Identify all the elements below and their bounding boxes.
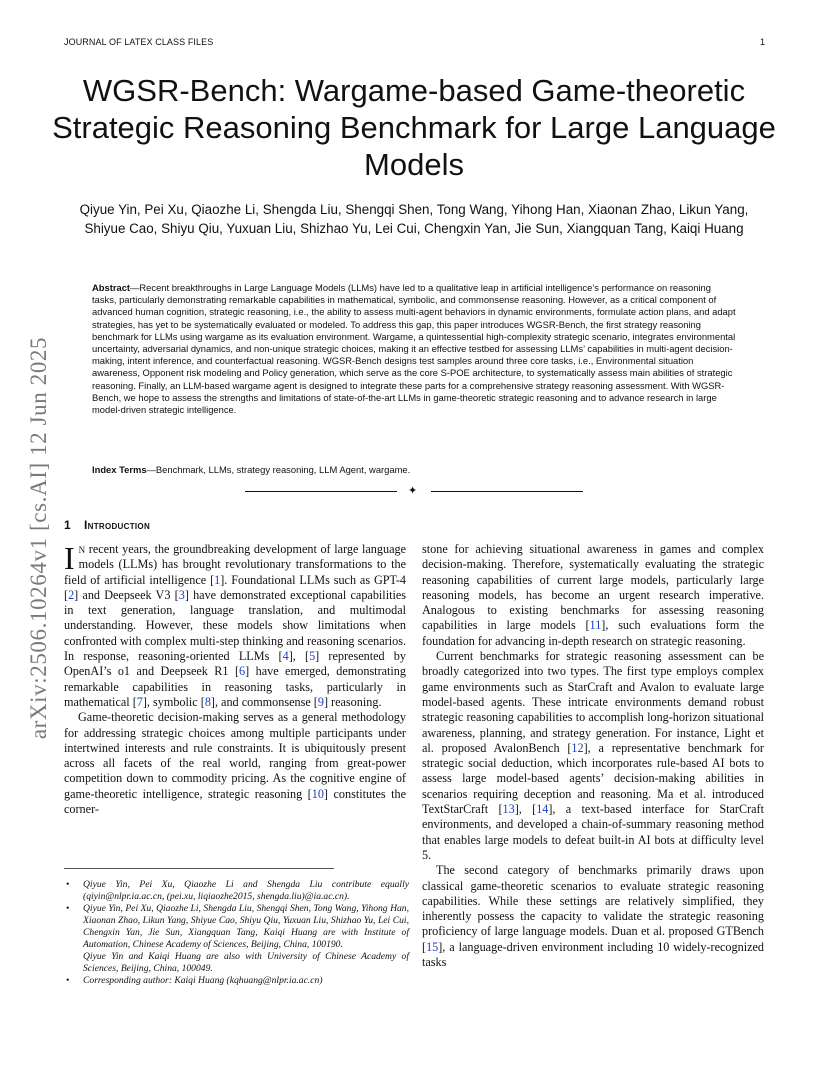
footnote-item: • Qiyue Yin, Pei Xu, Qiaozhe Li and Shengda Liu contribute equally (qiyin@nlpr.ia.ac.cn, (pei.xu, liqiaozhe2015, shengda.liu)@ia.ac.cn). <box>64 879 409 903</box>
index-terms <box>92 464 737 476</box>
citation-link[interactable]: 13 <box>502 802 515 817</box>
citation-link[interactable]: 6 <box>239 664 246 679</box>
index-terms-text: —Benchmark, LLMs, strategy reasoning, LLM Agent, wargame. <box>146 464 411 475</box>
right-column <box>422 542 764 970</box>
intro-paragraph-3: stone for achieving situational awareness in games and complex decision-making. Therefore, systematically evaluating the strategic reasoning capabilities of current large models, particularly large reasoning models, has become an urgent research imperative. Analogous to existing benchmarks for assessing reasoning capabilities in large models [11], such evaluations form the foundation for advancing in-depth research on strategic reasoning. <box>422 542 764 648</box>
section-title: Introduction <box>83 518 151 532</box>
citation-link[interactable]: 14 <box>536 802 549 817</box>
intro-paragraph-5: The second category of benchmarks primarily draws upon classical game-theoretic scenarios to evaluate strategic reasoning capabilities. While these settings are relatively simplified, they inherently possess the capacity to validate the strategic reasoning proficiency of large language models. Duan et al. proposed GTBench [15], a language-driven environment including 10 widely-recognized tasks <box>422 863 764 970</box>
divider-line-left <box>245 491 397 492</box>
divider-star-icon: ✦ <box>408 484 418 497</box>
citation-link[interactable]: 3 <box>178 587 185 602</box>
footnote-item-continued: Qiyue Yin and Kaiqi Huang are also with University of Chinese Academy of Sciences, Beijing, China, 100049. <box>83 951 409 974</box>
footnote-item: • Corresponding author: Kaiqi Huang (kqhuang@nlpr.ia.ac.cn) <box>64 975 409 987</box>
left-column <box>64 542 406 817</box>
section-divider <box>245 484 583 497</box>
intro-paragraph-4: Current benchmarks for strategic reasoning assessment can be broadly categorized into two types. The first type employs complex game environments such as StarCraft and Avalon to evaluate large model-based agents. These intricate environments demand robust strategic reasoning capabilities to accomplish long-horizon situational awareness, planning, and strategy generation. For instance, Light et al. proposed AvalonBench [12], a representative benchmark for strategic social deduction, which incorporates rule-based AI bots to assess large model-based agents’ decision-making abilities in scenarios requiring deception and reasoning. Ma et al. introduced TextStarCraft [13], [14], a text-based interface for StarCraft environments, and developed a chain-of-summary reasoning method that enables large models to defeat built-in AI bots at difficulty level 5. <box>422 649 764 862</box>
footnote-rule <box>64 868 334 869</box>
paper-title: WGSR-Bench: Wargame-based Game-theoretic Strategic Reasoning Benchmark for Large Language Models <box>52 73 776 182</box>
citation-link[interactable]: 15 <box>426 939 439 954</box>
citation-link[interactable]: 5 <box>309 649 316 664</box>
page-number: 1 <box>759 37 765 47</box>
footnote-item: • Qiyue Yin, Pei Xu, Qiaozhe Li, Shengda Liu, Shengqi Shen, Tong Wang, Yihong Han, Xiaonan Zhao, Likun Yang, Shiyue Cao, Shiyu Qiu, Yuxuan Liu, Shizhao Yu, Lei Cui, Chengxin Yan, Jie Sun, Xiangquan Tang, Kaiqi Huang are with Institute of Automation, Chinese Academy of Sciences, Beijing, China, 100190. <box>64 903 409 951</box>
lead-in: n <box>78 542 86 556</box>
abstract-label: Abstract <box>92 282 131 293</box>
citation-link[interactable]: 4 <box>282 649 289 664</box>
citation-link[interactable]: 9 <box>317 694 324 709</box>
citation-link[interactable]: 2 <box>68 587 75 602</box>
running-header: JOURNAL OF LATEX CLASS FILES <box>64 37 214 47</box>
citation-link[interactable]: 7 <box>136 694 143 709</box>
intro-paragraph-2: Game-theoretic decision-making serves as a general methodology for addressing strategic choices among multiple participants under intertwined interests and rule constraints. It is ubiquitously present across all facets of the real world, ranging from great-power competition down to commodity pricing. As the cognitive engine of game-theoretic intelligence, strategic reasoning [10] constitutes the corner- <box>64 710 407 817</box>
author-list: Qiyue Yin, Pei Xu, Qiaozhe Li, Shengda Liu, Shengqi Shen, Tong Wang, Yihong Han, Xiaonan Zhao, Likun Yang, Shiyue Cao, Shiyu Qiu, Yuxuan Liu, Shizhao Yu, Lei Cui, Chengxin Yan, Jie Sun, Xiangquan Tang, Kaiqi Huang <box>79 202 749 236</box>
abstract <box>92 282 737 416</box>
citation-link[interactable]: 8 <box>204 694 211 709</box>
section-number: 1 <box>64 518 71 532</box>
citation-link[interactable]: 12 <box>571 740 584 755</box>
index-terms-label: Index Terms <box>92 464 147 475</box>
section-heading <box>64 518 150 532</box>
citation-link[interactable]: 1 <box>214 572 221 587</box>
citation-link[interactable]: 11 <box>589 618 602 633</box>
drop-cap: I <box>64 540 75 576</box>
arxiv-identifier-stamp <box>21 305 57 770</box>
abstract-text: —Recent breakthroughs in Large Language Models (LLMs) have led to a qualitative leap in artificial intelligence’s performance on reasoning tasks, particularly demonstrating remarkable capabilities in mathematical, symbolic, and commonsense reasoning. However, as a critical component of advanced human cognition, strategic reasoning, i.e., the ability to assess multi-agent behaviors in dynamic environments, formulate action plans, and adapt strategies, has yet to be systematically evaluated or modeled. To address this gap, this paper introduces WGSR-Bench, the first strategy reasoning benchmark for LLMs using wargame as its evaluation environment. Wargame, a quintessential high-complexity strategic scenario, integrates environmental uncertainty, adversarial dynamics, and non-unique strategic choices, making it an effective testbed for assessing LLMs’ capabilities in multi-agent decision-making, intent inference, and counterfactual reasoning. WGSR-Bench designs test samples around three core tasks, i.e., Environmental situation awareness, Opponent risk modeling and Policy generation, which serve as the core S-POE architecture, to systematically assess main abilities of strategic reasoning. Finally, an LLM-based wargame agent is designed to integrate these parts for a comprehensive strategy reasoning assessment. With WGSR-Bench, we hope to assess the strengths and limitations of state-of-the-art LLMs in game-theoretic strategic reasoning and to advance research in large model-driven strategic intelligence. <box>92 282 736 416</box>
footnotes <box>64 879 409 987</box>
citation-link[interactable]: 10 <box>311 786 324 801</box>
intro-paragraph-1: In recent years, the groundbreaking development of large language models (LLMs) has brought revolutionary transformations to the field of artificial intelligence [1]. Foundational LLMs such as GPT-4 [2] and Deepseek V3 [3] have demonstrated exceptional capabilities in text generation, language translation, and multimodal understanding. However, these models show limitations when confronted with complex multi-step thinking and reasoning scenarios. In response, reasoning-oriented LLMs [4], [5] represented by OpenAI’s o1 and Deepseek R1 [6] have emerged, demonstrating remarkable capabilities in reasoning tasks, particularly in mathematical [7], symbolic [8], and commonsense [9] reasoning. <box>64 540 406 709</box>
divider-line-right <box>431 491 583 492</box>
arxiv-identifier-text: arXiv:2506.10264v1 [cs.AI] 12 Jun 2025 <box>26 336 51 739</box>
